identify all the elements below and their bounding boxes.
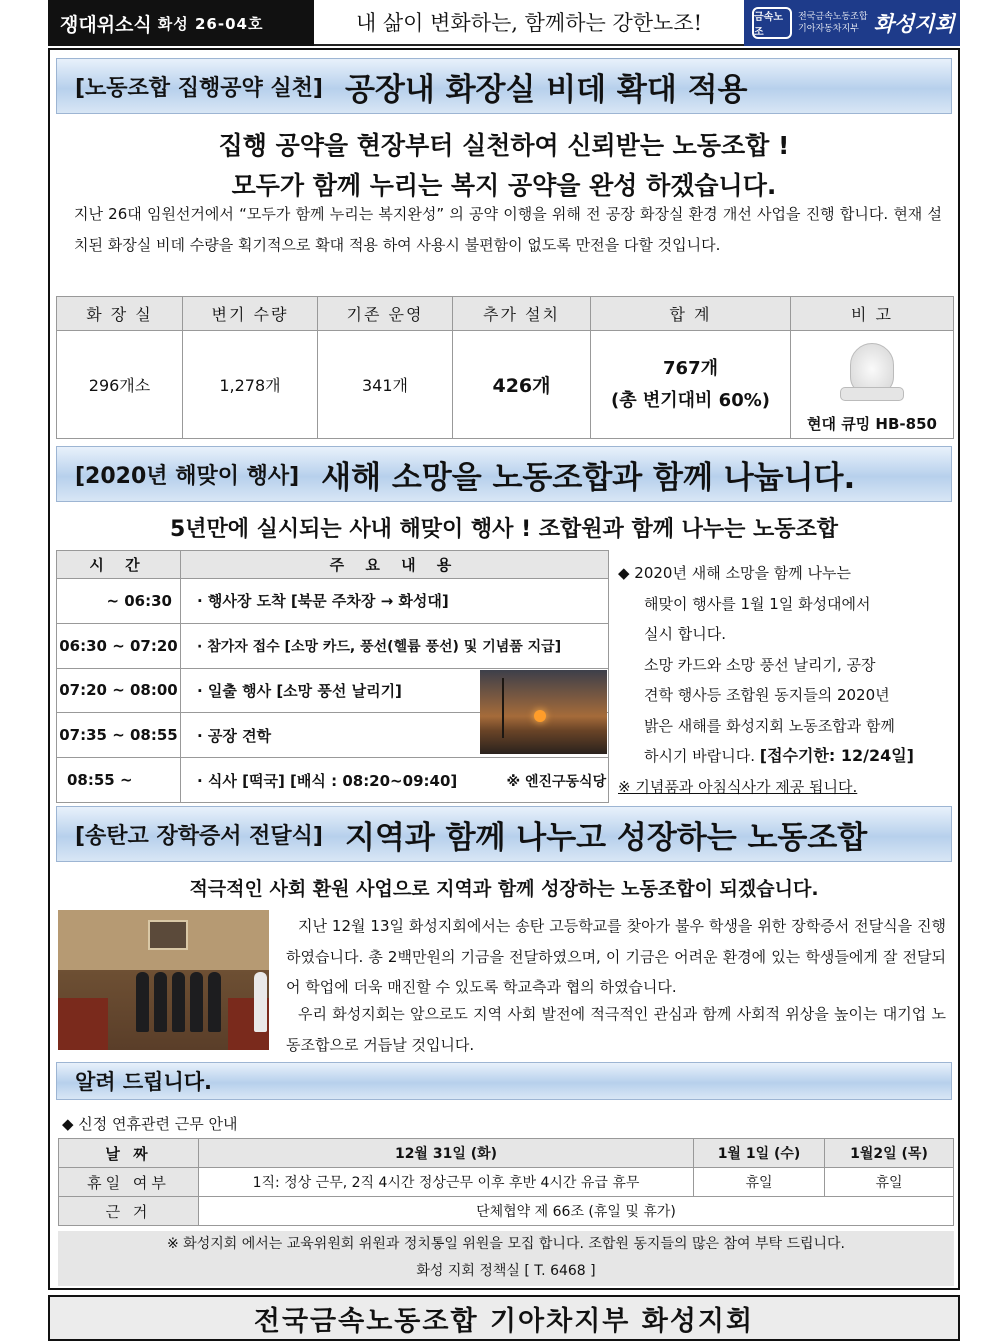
recruitment-note — [58, 1231, 954, 1286]
section1-title: 공장내 화장실 비데 확대 적용 — [344, 71, 748, 108]
bidet-total-cell — [591, 331, 791, 439]
issue-number: 화성 26-04호 — [157, 14, 264, 33]
holiday-notice-heading: ◆ 신정 연휴관련 근무 안내 — [62, 1115, 238, 1133]
bidet-header-restroom: 화 장 실 — [57, 297, 183, 331]
bidet-header-toilets: 변기 수량 — [183, 297, 318, 331]
section3-subtitle: 적극적인 사회 환원 사업으로 지역과 함께 성장하는 노동조합이 되겠습니다. — [189, 878, 819, 900]
logo-branch-name: 기아자동차지부 — [798, 24, 859, 34]
bidet-existing-count: 341개 — [318, 331, 453, 439]
side-line: 밝은 새해를 화성지회 노동조합과 함께 — [644, 716, 895, 735]
schedule-row — [57, 758, 609, 803]
bidet-header-existing: 기존 운영 — [318, 297, 453, 331]
section2-tag: [2020년 해맞이 행사] — [75, 463, 300, 489]
union-logo — [744, 0, 960, 46]
side-line: ◆ 2020년 새해 소망을 함께 나누는 — [618, 564, 851, 582]
holiday-status-dec31: 1직: 정상 근무, 2직 4시간 정상근무 이후 후반 4시간 유급 휴무 — [199, 1168, 694, 1197]
schedule-content: · 참가자 접수 [소망 카드, 풍선(헬륨 풍선) 및 기념품 지급] — [181, 623, 609, 668]
side-line: 실시 합니다. — [644, 625, 726, 643]
schedule-row — [57, 623, 609, 668]
bidet-total-count: 767개 — [663, 357, 718, 379]
newsletter-name: 쟁대위소식 — [60, 13, 152, 36]
schedule-time: ~ 06:30 — [57, 579, 181, 624]
section2-title: 새해 소망을 노동조합과 함께 나눕니다. — [321, 459, 856, 496]
holiday-header-jan1: 1월 1일 (수) — [694, 1139, 825, 1168]
section3-paragraph1: 지난 12월 13일 화성지회에서는 송탄 고등학교를 찾아가 불우 학생을 위한 장학증서 전달식을 진행 하였습니다. 총 2백만원의 기금을 전달하였으며, 이 기금은 어려운 환경에 있는 학생들에게 잘 전달되어 학업에 더욱 매진할 수 있도록 학교측과 협의 하였습니다. — [286, 917, 946, 996]
section1-paragraph: 지난 26대 임원선거에서 “모두가 함께 누리는 복지완성” 의 공약 이행을 위해 전 공장 화장실 환경 개선 사업을 진행 합니다. 현재 설치된 화장실 비데 수량을 획기적으로 확대 적용 하여 사용시 불편함이 없도록 만전을 다할 것입니다. — [74, 205, 942, 254]
side-line: 소망 카드와 소망 풍선 날리기, 공장 — [644, 655, 876, 674]
schedule-content: · 일출 행사 [소망 풍선 날리기] — [181, 668, 609, 713]
holiday-header-jan2: 1월2일 (목) — [825, 1139, 954, 1168]
holiday-status-jan2: 휴일 — [825, 1168, 954, 1197]
section3-paragraph2: 우리 화성지회는 앞으로도 지역 사회 발전에 적극적인 관심과 함께 사회적 위상을 높이는 대기업 노동조합으로 거듭날 것입니다. — [286, 1005, 946, 1054]
slogan: 내 삶이 변화하는, 함께하는 강한노조! — [314, 0, 744, 46]
sunrise-description — [618, 558, 958, 802]
section1-subtitle2: 모두가 함께 누리는 복지 공약을 완성 하겠습니다. — [231, 171, 777, 200]
side-line: 하시기 바랍니다. — [644, 747, 755, 765]
bidet-header-total: 합 계 — [591, 297, 791, 331]
section2-banner — [56, 446, 952, 502]
section1-subtitle1: 집행 공약을 현장부터 실천하여 신뢰받는 노동조합 ! — [218, 131, 790, 160]
bidet-total-ratio: (총 변기대비 60%) — [610, 389, 770, 411]
schedule-meal-location: ※ 엔진구동식당 — [506, 773, 607, 790]
sunrise-photo — [480, 670, 607, 754]
schedule-header-content: 주 요 내 용 — [181, 551, 609, 579]
holiday-work-table — [58, 1138, 954, 1226]
bidet-header-added: 추가 설치 — [453, 297, 591, 331]
schedule-time: 06:30 ~ 07:20 — [57, 623, 181, 668]
bidet-header-note: 비 고 — [791, 297, 954, 331]
bidet-note-cell — [791, 331, 954, 439]
section3-title: 지역과 함께 나누고 성장하는 노동조합 — [344, 819, 868, 856]
section2-subtitle: 5년만에 실시되는 사내 해맞이 행사 ! 조합원과 함께 나누는 노동조합 — [169, 517, 839, 542]
schedule-header-time: 시 간 — [57, 551, 181, 579]
bidet-restroom-count: 296개소 — [57, 331, 183, 439]
footer-union-name: 전국금속노동조합 기아차지부 화성지회 — [48, 1295, 960, 1341]
side-line: 해맞이 행사를 1월 1일 화성대에서 — [644, 594, 871, 613]
holiday-status-jan1: 휴일 — [694, 1168, 825, 1197]
section4-title: 알려 드립니다. — [75, 1070, 213, 1094]
scholarship-photo — [58, 910, 269, 1050]
schedule-content: · 행사장 도착 [북문 주차장 → 화성대] — [181, 579, 609, 624]
section4-banner — [56, 1062, 952, 1100]
section1-banner — [56, 58, 952, 114]
bidet-toilet-count: 1,278개 — [183, 331, 318, 439]
section1-tag: [노동조합 집행공약 실천] — [75, 75, 323, 101]
policy-office-contact: 화성 지회 정책실 [ T. 6468 ] — [416, 1263, 596, 1279]
bidet-model: 현대 큐밍 HB-850 — [807, 415, 937, 433]
registration-deadline: [접수기한: 12/24일] — [759, 746, 914, 765]
side-line: 견학 행사등 조합원 동지들의 2020년 — [644, 686, 890, 704]
holiday-basis-value: 단체협약 제 66조 (휴일 및 휴가) — [199, 1197, 954, 1226]
holiday-header-dec31: 12월 31일 (화) — [199, 1139, 694, 1168]
recruitment-note-text: ※ 화성지회 에서는 교육위원회 위원과 정치통일 위원을 모집 합니다. 조합원 동지들의 많은 참여 부탁 드립니다. — [167, 1236, 845, 1252]
schedule-content: · 식사 [떡국] [배식 : 08:20~09:40] — [197, 771, 458, 790]
logo-chapter-name: 화성지회 — [873, 12, 955, 36]
schedule-time: 07:35 ~ 08:55 — [57, 713, 181, 758]
logo-union-name: 전국금속노동조합 — [798, 12, 868, 22]
bidet-table — [56, 296, 954, 439]
union-emblem-icon: 금속노조 — [752, 7, 792, 39]
holiday-basis-label: 근 거 — [59, 1197, 199, 1226]
newsletter-header — [48, 0, 960, 46]
section3-banner — [56, 806, 952, 862]
bidet-added-count: 426개 — [453, 331, 591, 439]
schedule-content: · 공장 견학 — [181, 713, 609, 758]
newsletter-tag — [48, 0, 314, 46]
schedule-row — [57, 579, 609, 624]
holiday-status-label: 휴일 여부 — [59, 1168, 199, 1197]
gift-breakfast-note: ※ 기념품과 아침식사가 제공 됩니다. — [618, 777, 858, 796]
schedule-time: 08:55 ~ — [57, 758, 181, 803]
bidet-image — [840, 343, 904, 407]
holiday-header-date: 날 짜 — [59, 1139, 199, 1168]
section3-tag: [송탄고 장학증서 전달식] — [75, 823, 323, 849]
schedule-time: 07:20 ~ 08:00 — [57, 668, 181, 713]
